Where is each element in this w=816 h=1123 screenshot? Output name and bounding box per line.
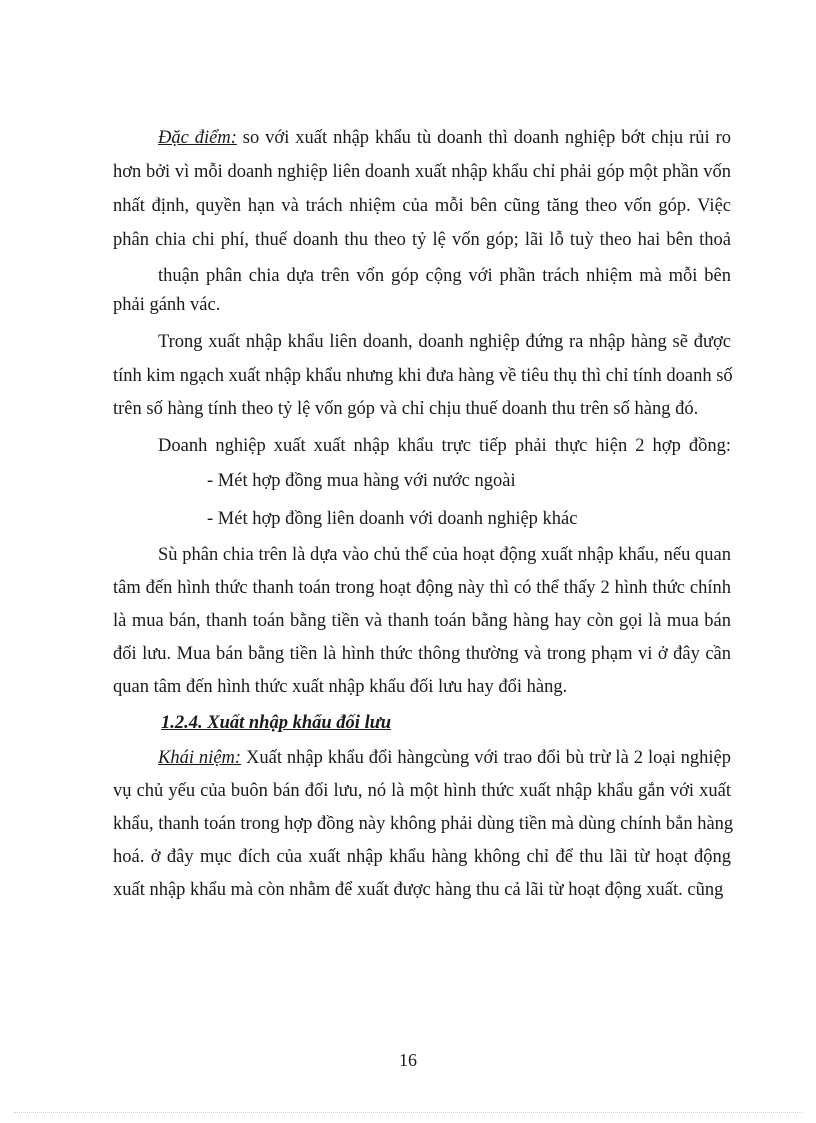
bottom-divider [14, 1112, 802, 1113]
paragraph3-line1: Doanh nghiệp xuất xuất nhập khẩu trực tiếp phải thực hiện 2 hợp đồng: [158, 436, 731, 456]
paragraph4-line1: Sù phân chia trên là dựa vào chủ thể của hoạt động xuất nhập khẩu, nếu quan [158, 545, 731, 565]
khai-niem-label: Khái niệm: [158, 748, 242, 768]
paragraph1-line2: hơn bởi vì mỗi doanh nghiệp liên doanh xuất nhập khẩu chỉ phải góp một phần vốn [113, 162, 731, 182]
paragraph4-line3: là mua bán, thanh toán bằng tiền và thanh toán bằng hàng hay còn gọi là mua bán [113, 611, 731, 631]
paragraph4-line4: đối lưu. Mua bán bằng tiền là hình thức thông thường và trong phạm vi ở đây cần [113, 644, 731, 664]
paragraph1-line5: thuận phân chia dựa trên vốn góp cộng với phần trách nhiệm mà mỗi bên [158, 266, 731, 286]
paragraph5-line1-text: Xuất nhập khẩu đổi hàngcùng với trao đổi bù trừ là 2 loại nghiệp [241, 748, 731, 768]
page-number: 16 [399, 1050, 417, 1070]
dac-diem-label: Đặc điểm: [158, 128, 237, 148]
paragraph2-line3: trên số hàng tính theo tỷ lệ vốn góp và chỉ chịu thuế doanh thu trên số hàng đó. [113, 399, 699, 419]
bullet-item-1: - Mét hợp đồng mua hàng với nước ngoài [207, 471, 516, 491]
paragraph5-line3: khẩu, thanh toán trong hợp đồng này không phải dùng tiền mà dùng chính bẳn hàng [113, 814, 734, 834]
paragraph1-line1 [158, 126, 731, 150]
paragraph1-line4: phân chia chi phí, thuế doanh thu theo tỷ lệ vốn góp; lãi lỗ tuỳ theo hai bên thoả [113, 230, 731, 250]
paragraph5-line4: hoá. ở đây mục đích của xuất nhập khẩu hàng không chỉ để thu lãi từ hoạt động [113, 847, 731, 867]
paragraph5-line5: xuất nhập khẩu mà còn nhằm để xuất được hàng thu cả lãi từ hoạt động xuất. cũng [113, 880, 724, 900]
paragraph1-line1-text: so với xuất nhập khẩu tù doanh thì doanh nghiệp bớt chịu rủi ro [236, 128, 731, 148]
paragraph4-line2: tâm đến hình thức thanh toán trong hoạt động này thì có thể thấy 2 hình thức chính [113, 578, 731, 598]
paragraph5-line2: vụ chủ yếu của buôn bán đối lưu, nó là một hình thức xuất nhập khẩu gắn với xuất [113, 781, 731, 801]
bullet-item-2: - Mét hợp đồng liên doanh với doanh nghiệp khác [207, 509, 578, 529]
section-heading: 1.2.4. Xuất nhập khẩu đối lưu [161, 713, 392, 733]
paragraph1-line6: phải gánh vác. [113, 295, 221, 315]
paragraph2-line2: tính kim ngạch xuất nhập khẩu nhưng khi đưa hàng về tiêu thụ thì chỉ tính doanh số [113, 366, 733, 386]
paragraph1-line3: nhất định, quyền hạn và trách nhiệm của mỗi bên cũng tăng theo vốn góp. Việc [113, 196, 731, 216]
paragraph2-line1: Trong xuất nhập khẩu liên doanh, doanh nghiệp đứng ra nhập hàng sẽ được [158, 332, 731, 352]
paragraph5-line1 [158, 746, 731, 770]
paragraph4-line5: quan tâm đến hình thức xuất nhập khẩu đối lưu hay đổi hàng. [113, 677, 568, 697]
